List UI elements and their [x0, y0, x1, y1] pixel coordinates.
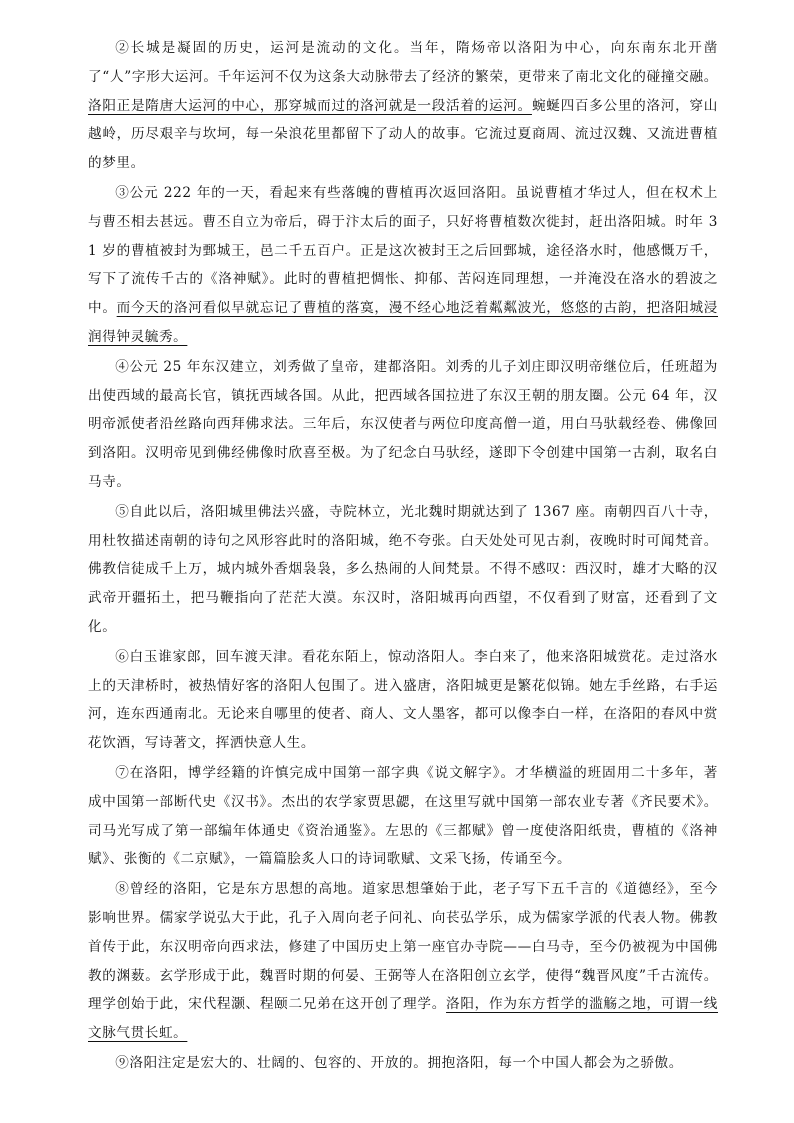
- paragraph-8: [88, 875, 718, 1048]
- paragraph-7-text: ⑦在洛阳，博学经籍的许慎完成中国第一部字典《说文解字》。才华横溢的班固用二十多年，著成中国第一部断代史《汉书》。杰出的农学家贾思勰，在这里写就中国第一部农业专著《齐民要术》。司马光写成了第一部编年体通史《资治通鉴》。左思的《三都赋》曾一度使洛阳纸贵，曹植的《洛神赋》、张衡的《二京赋》，一篇篇脍炙人口的诗词歌赋、文采飞扬，传诵至今。: [88, 764, 718, 868]
- paragraph-2-text-2: 蜿蜒四百多公里的洛河，穿山越岭，历尽艰辛与坎坷，每一朵浪花里都留下了动人的故事。它流过夏商周、流过汉魏、又流进曹植的梦里。: [88, 97, 718, 172]
- paragraph-2-text-1: ②长城是凝固的历史，运河是流动的文化。当年，隋炀帝以洛阳为中心，向东南东北开凿了“人”字形大运河。千年运河不仅为这条大动脉带去了经济的繁荣，更带来了南北文化的碰撞交融。: [88, 40, 718, 85]
- paragraph-3-text-1: ③公元 222 年的一天，看起来有些落魄的曹植再次返回洛阳。虽说曹植才华过人，但在权术上与曹丕相去甚远。曹丕自立为帝后，碍于汴太后的面子，只好将曹植数次徙封，赶出洛阳城。时年 31 岁的曹植被封为鄄城王，邑二千五百户。正是这次被封王之后回鄄城，途径洛水时，他感慨万千，写下了流传千古的《洛神赋》。此时的曹植把惆怅、抑郁、苦闷连同理想，一并淹没在洛水的碧波之中。: [88, 184, 718, 317]
- paragraph-8-underlined-text: 洛阳，作为东方哲学的滥觞之地，可谓一线文脉气贯长虹。: [88, 996, 719, 1042]
- paragraph-2-underlined-text: 洛阳正是隋唐大运河的中心，那穿城而过的洛河就是一段活着的运河。: [88, 97, 532, 114]
- paragraph-9: [88, 1049, 718, 1078]
- paragraph-8-text: ⑧曾经的洛阳，它是东方思想的高地。道家思想肇始于此，老子写下五千言的《道德经》，至今影响世界。儒家学说弘大于此，孔子入周向老子问礼、向苌弘学乐，成为儒家学派的代表人物。佛教首传于此，东汉明帝向西求法，修建了中国历史上第一座官办寺院——白马寺，至今仍被视为中国佛教的渊薮。玄学形成于此，魏晋时期的何晏、王弼等人在洛阳创立玄学，使得“魏晋风度”千古流传。理学创始于此，宋代程灏、程颐二兄弟在这开创了理学。: [88, 881, 718, 1013]
- paragraph-2: [88, 34, 718, 178]
- paragraph-6-text: ⑥白玉谁家郎，回车渡天津。看花东陌上，惊动洛阳人。李白来了，他来洛阳城赏花。走过洛水上的天津桥时，被热情好客的洛阳人包围了。进入盛唐，洛阳城更是繁花似锦。她左手丝路，右手运河，连东西通南北。无论来自哪里的使者、商人、文人墨客，都可以像李白一样，在洛阳的春风中赏花饮酒，写诗著文，挥洒快意人生。: [88, 648, 718, 752]
- paragraph-7: [88, 759, 718, 874]
- paragraph-9-text: ⑨洛阳注定是宏大的、壮阔的、包容的、开放的。拥抱洛阳，每一个中国人都会为之骄傲。: [115, 1054, 683, 1071]
- paragraph-4: [88, 353, 718, 497]
- paragraph-5-text: ⑤自此以后，洛阳城里佛法兴盛，寺院林立，光北魏时期就达到了 1367 座。南朝四百八十寺，用杜牧描述南朝的诗句之风形容此时的洛阳城，绝不夸张。白天处处可见古刹，夜晚时时可闻梵音。佛教信徒成千上万，城内城外香烟袅袅，多么热闹的人间梵景。不得不感叹：西汉时，雄才大略的汉武帝开疆拓土，把马鞭指向了茫茫大漠。东汉时，洛阳城再向西望，不仅看到了财富，还看到了文化。: [88, 503, 718, 635]
- paragraph-5: [88, 498, 718, 642]
- paragraph-6: [88, 643, 718, 758]
- paragraph-4-text: ④公元 25 年东汉建立，刘秀做了皇帝，建都洛阳。刘秀的儿子刘庄即汉明帝继位后，任班超为出使西域的最高长官，镇抚西域各国。从此，把西域各国拉进了东汉王朝的朋友圈。公元 64 年，汉明帝派使者沿丝路向西拜佛求法。三年后，东汉使者与两位印度高僧一道，用白马驮载经卷、佛像回到洛阳。汉明帝见到佛经佛像时欣喜至极。为了纪念白马驮经，遂即下令创建中国第一古刹，取名白马寺。: [88, 358, 718, 490]
- document-page: [88, 34, 718, 1079]
- paragraph-3: [88, 179, 718, 352]
- paragraph-3-underlined-text: 而今天的洛河看似早就忘记了曹植的落寞，漫不经心地泛着粼粼波光，悠悠的古韵，把洛阳城浸润得钟灵毓秀。: [88, 300, 719, 345]
